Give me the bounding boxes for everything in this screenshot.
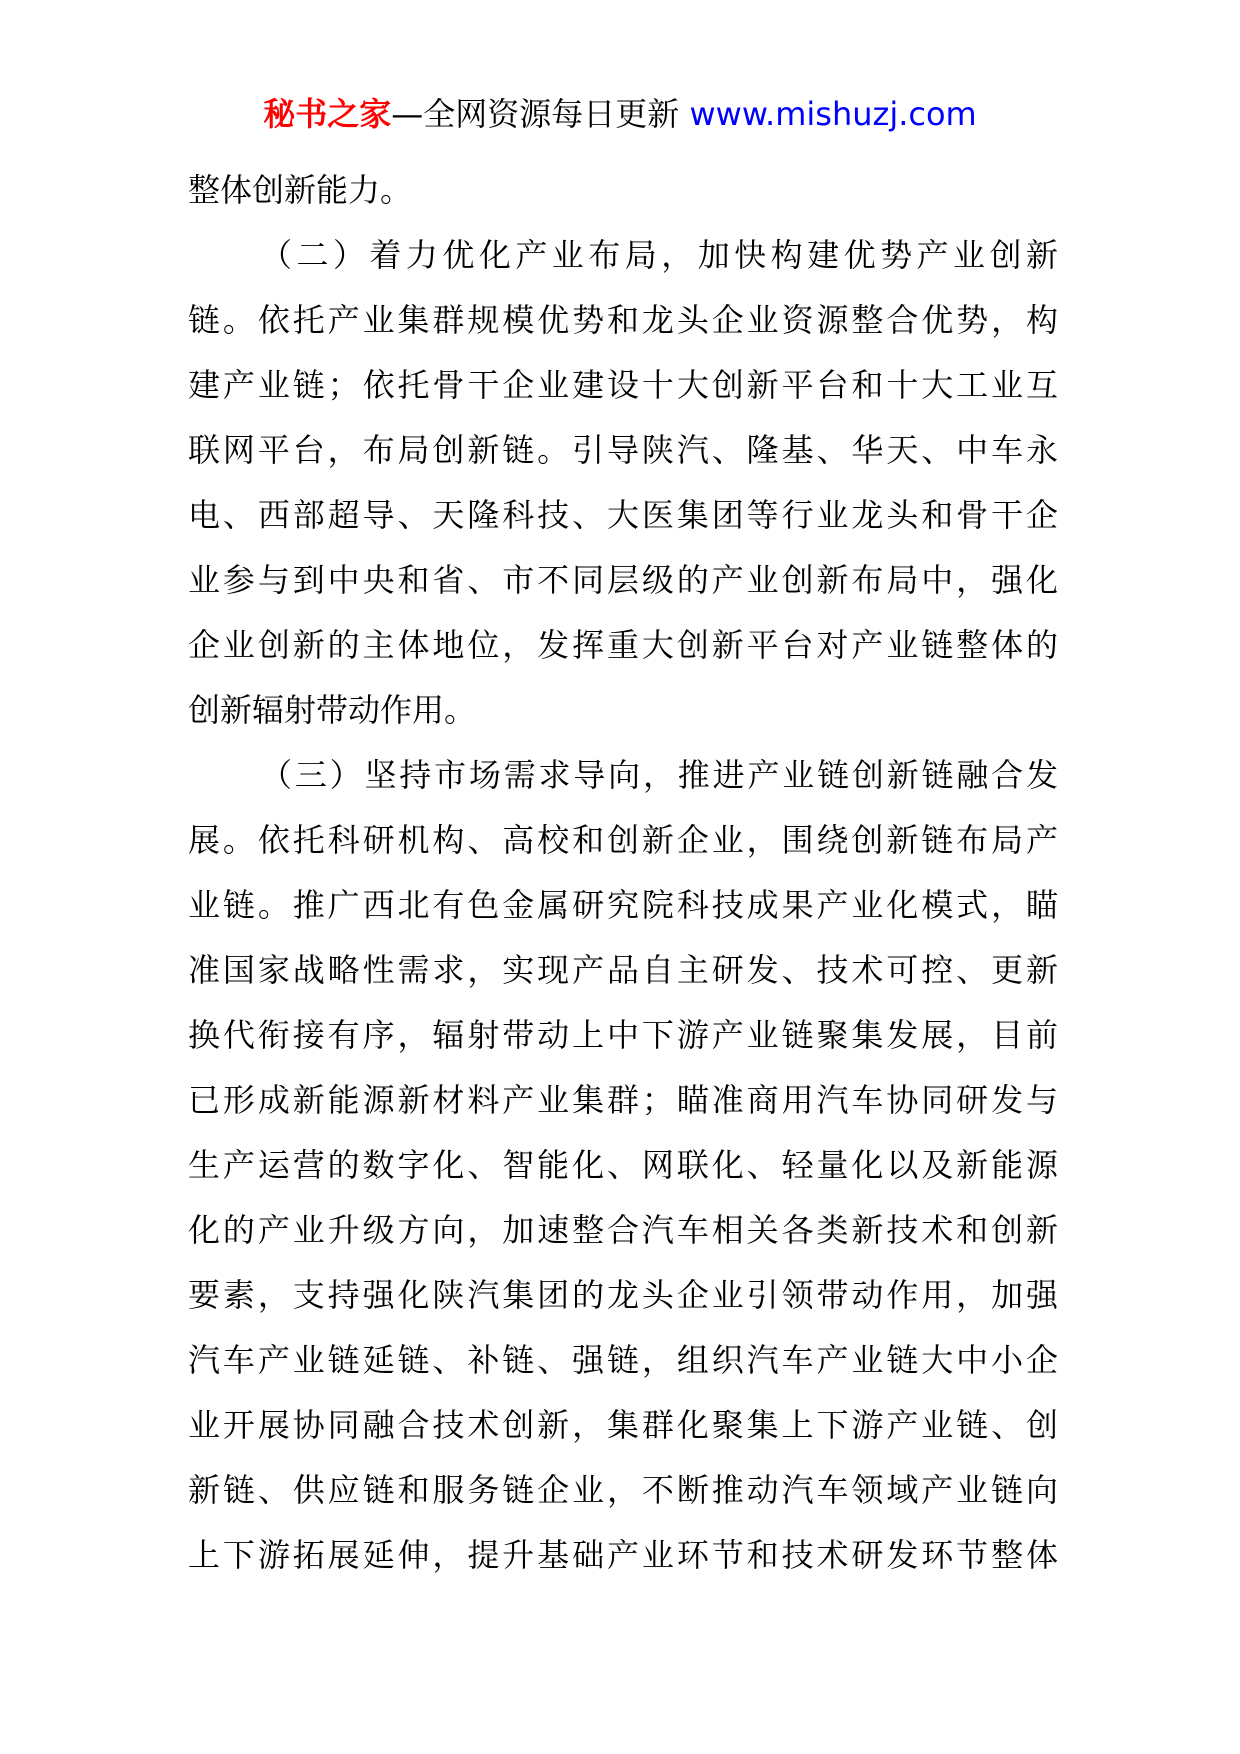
- paragraph-line: 联网平台，布局创新链。引导陕汽、隆基、华天、中车永: [188, 431, 1058, 469]
- paragraph-line: 企业创新的主体地位，发挥重大创新平台对产业链整体的: [188, 626, 1058, 664]
- page-header: [0, 94, 1240, 134]
- paragraph-line: 准国家战略性需求，实现产品自主研发、技术可控、更新: [188, 951, 1058, 989]
- paragraph-line: 汽车产业链延链、补链、强链，组织汽车产业链大中小企: [188, 1341, 1058, 1379]
- paragraph-line: 建产业链；依托骨干企业建设十大创新平台和十大工业互: [188, 366, 1058, 404]
- paragraph-line: 业参与到中央和省、市不同层级的产业创新布局中，强化: [188, 561, 1058, 599]
- paragraph-line: （二）着力优化产业布局，加快构建优势产业创新: [260, 236, 1058, 274]
- paragraph-line: 上下游拓展延伸，提升基础产业环节和技术研发环节整体: [188, 1536, 1058, 1574]
- site-url-link[interactable]: www.mishuzj.com: [689, 95, 977, 133]
- paragraph-line: 展。依托科研机构、高校和创新企业，围绕创新链布局产: [188, 821, 1058, 859]
- paragraph-line: 业开展协同融合技术创新，集群化聚集上下游产业链、创: [188, 1406, 1058, 1444]
- paragraph-line: （三）坚持市场需求导向，推进产业链创新链融合发: [260, 756, 1058, 794]
- paragraph-line: 新链、供应链和服务链企业，不断推动汽车领域产业链向: [188, 1471, 1058, 1509]
- paragraph-line: 要素，支持强化陕汽集团的龙头企业引领带动作用，加强: [188, 1276, 1058, 1314]
- header-tagline: —全网资源每日更新: [391, 95, 690, 133]
- brand-name: 秘书之家: [263, 95, 392, 133]
- paragraph-line: 创新辐射带动作用。: [188, 691, 477, 729]
- paragraph-line: 整体创新能力。: [188, 171, 413, 209]
- paragraph-line: 电、西部超导、天隆科技、大医集团等行业龙头和骨干企: [188, 496, 1058, 534]
- paragraph-line: 已形成新能源新材料产业集群；瞄准商用汽车协同研发与: [188, 1081, 1058, 1119]
- paragraph-line: 业链。推广西北有色金属研究院科技成果产业化模式，瞄: [188, 886, 1058, 924]
- paragraph-line: 生产运营的数字化、智能化、网联化、轻量化以及新能源: [188, 1146, 1058, 1184]
- paragraph-line: 链。依托产业集群规模优势和龙头企业资源整合优势，构: [188, 301, 1058, 339]
- paragraph-line: 换代衔接有序，辐射带动上中下游产业链聚集发展，目前: [188, 1016, 1058, 1054]
- document-body: [188, 158, 1058, 1588]
- paragraph-line: 化的产业升级方向，加速整合汽车相关各类新技术和创新: [188, 1211, 1058, 1249]
